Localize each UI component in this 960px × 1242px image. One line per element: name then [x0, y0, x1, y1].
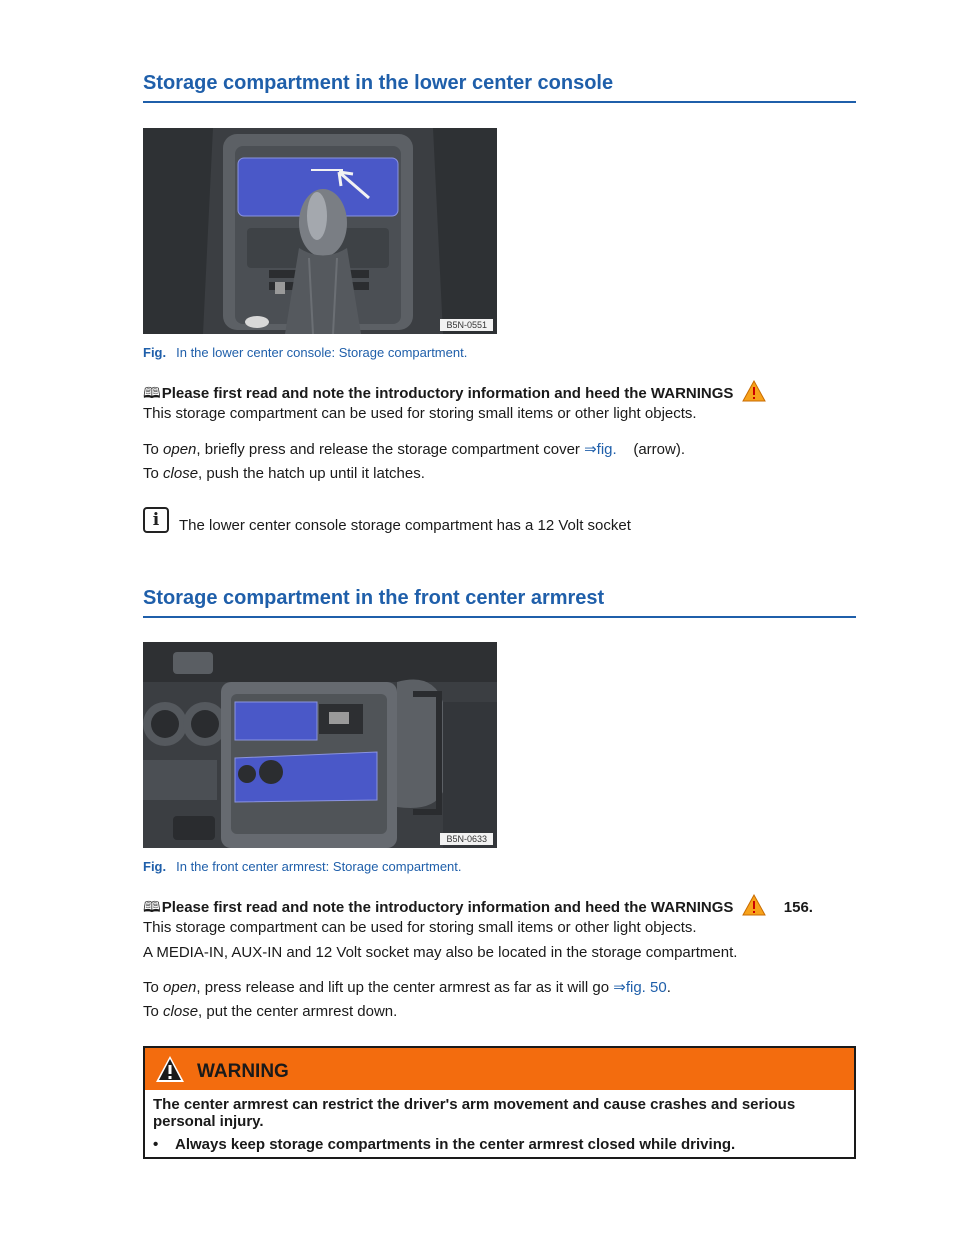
text: , push the hatch up until it latches.: [198, 465, 425, 482]
note-text: The lower center console storage compartment has a 12 Volt socket: [179, 517, 631, 534]
paragraph-close: [143, 465, 425, 482]
paragraph-close: [143, 1003, 397, 1020]
text: , press release and lift up the center armrest as far as it will go: [196, 979, 614, 996]
caption-label: Fig.: [143, 345, 167, 360]
warning-body: [145, 1090, 854, 1159]
text: , briefly press and release the storage compartment cover: [196, 441, 585, 458]
paragraph-open: [143, 978, 671, 996]
emphasis: open: [163, 979, 197, 996]
paragraph: A MEDIA-IN, AUX-IN and 12 Volt socket may also be located in the storage compartment.: [143, 944, 738, 961]
figure-id-label: B5N-0551: [440, 319, 493, 331]
book-icon: 🕮: [143, 385, 161, 402]
bullet-icon: •: [153, 1136, 159, 1153]
warning-title: WARNING: [197, 1061, 289, 1082]
warning-box: [143, 1046, 856, 1159]
armrest-illustration: [143, 642, 497, 848]
caption-text: In the front center armrest: Storage compartment.: [176, 859, 462, 874]
emphasis: close: [163, 465, 199, 482]
text: To: [143, 1003, 164, 1020]
caption-text: In the lower center console: Storage compartment.: [176, 345, 468, 360]
intro-text: Please first read and note the introductory information and heed the WARNINGS: [161, 385, 734, 402]
intro-page-ref[interactable]: 156.: [783, 899, 813, 916]
intro-line: [143, 380, 766, 408]
console-illustration: [143, 128, 497, 334]
text: (arrow).: [616, 441, 685, 458]
figure-id-label: B5N-0633: [440, 833, 493, 845]
figure-caption: [143, 345, 467, 360]
emphasis: close: [163, 1003, 199, 1020]
text: .: [666, 979, 671, 996]
paragraph: This storage compartment can be used for storing small items or other light objects.: [143, 919, 697, 936]
caption-label: Fig.: [143, 859, 167, 874]
warning-text: The center armrest can restrict the driver's arm movement and cause crashes and serious personal injury.: [153, 1096, 796, 1130]
section-heading-lower-console: Storage compartment in the lower center console: [143, 72, 856, 103]
section-heading-armrest: Storage compartment in the front center armrest: [143, 587, 856, 618]
warning-bullet: [153, 1136, 846, 1153]
text: To: [143, 441, 164, 458]
warning-icon: [155, 1055, 185, 1083]
warning-triangle-icon[interactable]: [742, 380, 766, 402]
warning-header: [145, 1048, 854, 1090]
emphasis: open: [163, 441, 197, 458]
warning-bullet-text: Always keep storage compartments in the center armrest closed while driving.: [175, 1136, 736, 1153]
note: [143, 505, 631, 534]
figure-link[interactable]: ⇒fig.: [584, 441, 617, 458]
figure-armrest: [143, 642, 497, 848]
paragraph: This storage compartment can be used for storing small items or other light objects.: [143, 405, 697, 422]
text: To: [143, 979, 164, 996]
info-icon: i: [143, 507, 169, 533]
figure-lower-console: [143, 128, 497, 334]
paragraph-open: [143, 440, 685, 458]
intro-text: Please first read and note the introductory information and heed the WARNINGS: [161, 899, 734, 916]
warning-triangle-icon[interactable]: [742, 894, 766, 916]
text: To: [143, 465, 164, 482]
figure-link[interactable]: ⇒fig. 50: [613, 979, 667, 996]
book-icon: 🕮: [143, 899, 161, 916]
figure-caption: [143, 859, 462, 874]
text: , put the center armrest down.: [198, 1003, 398, 1020]
intro-line: [143, 894, 813, 922]
